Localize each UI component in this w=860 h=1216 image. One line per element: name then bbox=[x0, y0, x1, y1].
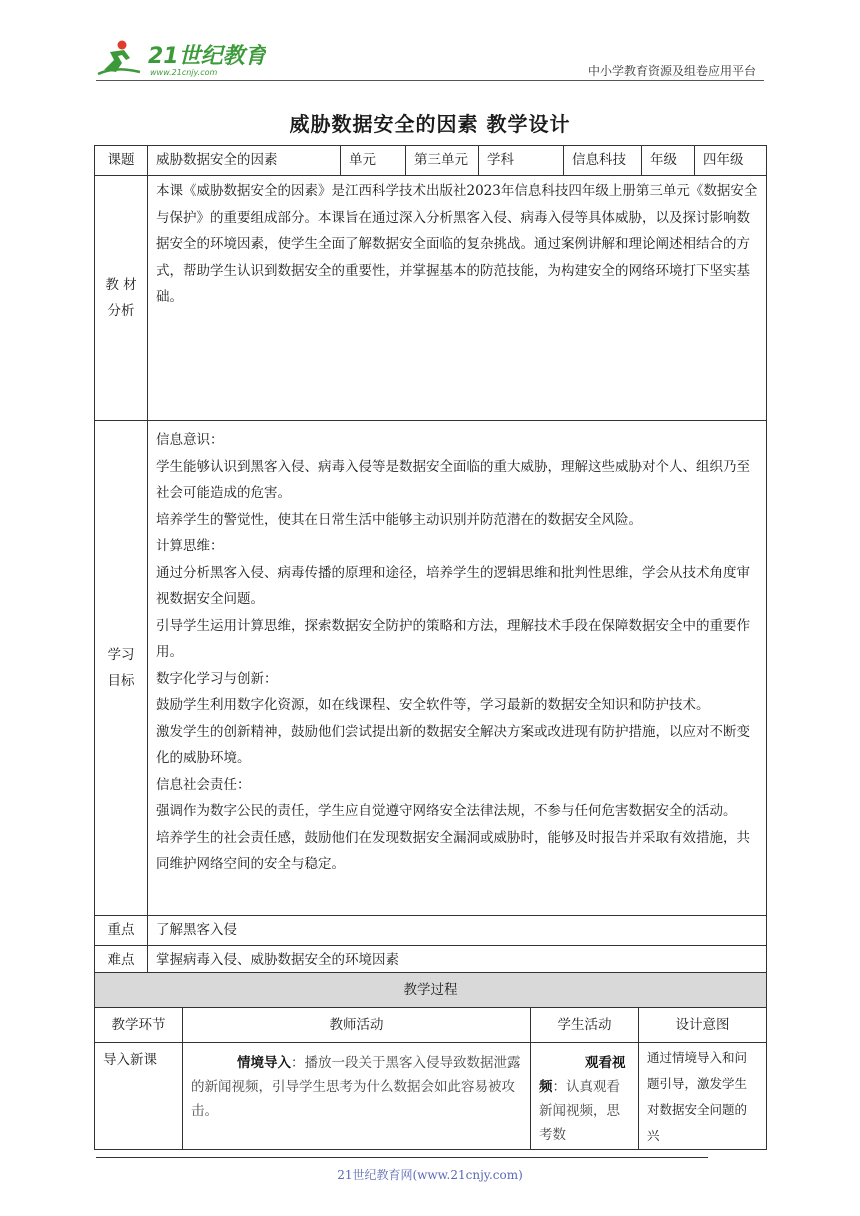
course-row bbox=[95, 146, 767, 176]
table-row bbox=[95, 1043, 767, 1150]
goals-text bbox=[148, 421, 767, 916]
lesson-info-table bbox=[94, 145, 767, 976]
analysis-label: 教 材 分析 bbox=[95, 176, 148, 421]
unit-label: 单元 bbox=[341, 146, 406, 176]
process-header-row bbox=[95, 1008, 767, 1043]
difficulty-row bbox=[95, 946, 767, 976]
goal-heading: 信息社会责任： bbox=[156, 776, 251, 793]
key-point-label: 重点 bbox=[95, 916, 148, 946]
course-label: 课题 bbox=[95, 146, 148, 176]
goal-heading: 数字化学习与创新： bbox=[156, 670, 278, 687]
stage-cell: 导入新课 bbox=[95, 1043, 183, 1150]
goal-paragraph: 通过分析黑客入侵、病毒传播的原理和途径，培养学生的逻辑思维和批判性思维，学会从技术角度审视数据安全问题。 bbox=[156, 564, 750, 607]
teaching-process-table bbox=[94, 972, 767, 1150]
key-point-row bbox=[95, 916, 767, 946]
unit-value: 第三单元 bbox=[406, 146, 479, 176]
course-value: 威胁数据安全的因素 bbox=[148, 146, 341, 176]
goal-heading: 计算思维： bbox=[156, 538, 224, 554]
column-header: 教学环节 bbox=[95, 1008, 183, 1043]
subject-value: 信息科技 bbox=[564, 146, 642, 176]
goal-paragraph: 学生能够认识到黑客入侵、病毒入侵等是数据安全面临的重大威胁，理解这些威胁对个人、组织乃至社会可能造成的危害。 bbox=[156, 458, 750, 501]
teacher-activity-cell: 情境导入：播放一段关于黑客入侵导致数据泄露的新闻视频，引导学生思考为什么数据会如此容易被攻击。 bbox=[183, 1043, 531, 1150]
analysis-row bbox=[95, 176, 767, 421]
goal-paragraph: 激发学生的创新精神，鼓励他们尝试提出新的数据安全解决方案或改进现有防护措施，以应对不断变化的威胁环境。 bbox=[156, 723, 750, 766]
runner-logo-icon bbox=[96, 36, 266, 80]
analysis-text: 本课《威胁数据安全的因素》是江西科学技术出版社2023年信息科技四年级上册第三单元《数据安全与保护》的重要组成部分。本课旨在通过深入分析黑客入侵、病毒入侵等具体威胁，以及探讨影响数据安全的环境因素，使学生全面了解数据安全面临的复杂挑战。通过案例讲解和理论阐述相结合的方式，帮助学生认识到数据安全的重要性，并掌握基本的防范技能，为构建安全的网络环境打下坚实基础。 bbox=[148, 176, 767, 421]
goal-paragraph: 强调作为数字公民的责任，学生应自觉遵守网络安全法律法规，不参与任何危害数据安全的活动。 bbox=[156, 803, 737, 819]
goal-heading: 信息意识： bbox=[156, 432, 224, 448]
grade-value: 四年级 bbox=[695, 146, 767, 176]
goals-label: 学习 目标 bbox=[95, 421, 148, 916]
column-header: 学生活动 bbox=[531, 1008, 639, 1043]
process-title: 教学过程 bbox=[95, 973, 767, 1008]
document-title: 威胁数据安全的因素 教学设计 bbox=[289, 112, 571, 136]
goals-row bbox=[95, 421, 767, 916]
subject-label: 学科 bbox=[479, 146, 564, 176]
column-header: 设计意图 bbox=[639, 1008, 767, 1043]
platform-name: 中小学教育资源及组卷应用平台 bbox=[587, 64, 756, 78]
difficulty-value: 掌握病毒入侵、威胁数据安全的环境因素 bbox=[148, 946, 767, 976]
goal-paragraph: 引导学生运用计算思维，探索数据安全防护的策略和方法，理解技术手段在保障数据安全中的重要作用。 bbox=[156, 617, 750, 660]
key-point-value: 了解黑客入侵 bbox=[148, 916, 767, 946]
design-intent-cell: 通过情境导入和问题引导，激发学生对数据安全问题的兴 bbox=[639, 1043, 767, 1150]
column-header: 教师活动 bbox=[183, 1008, 531, 1043]
student-activity-cell: 观看视频：认真观看新闻视频，思考数 bbox=[531, 1043, 639, 1150]
goal-paragraph: 鼓励学生利用数字化资源，如在线课程、安全软件等，学习最新的数据安全知识和防护技术。 bbox=[156, 697, 710, 713]
goal-paragraph: 培养学生的警觉性，使其在日常生活中能够主动识别并防范潜在的数据安全风险。 bbox=[156, 511, 642, 528]
goal-paragraph: 培养学生的社会责任感，鼓励他们在发现数据安全漏洞或威胁时，能够及时报告并采取有效措施，共同维护网络空间的安全与稳定。 bbox=[156, 829, 750, 872]
site-logo bbox=[96, 36, 266, 80]
footer-divider bbox=[96, 1157, 708, 1158]
footer-text: 21世纪教育网(www.21cnjy.com) bbox=[337, 1168, 523, 1182]
logo-url: www.21cnjy.com bbox=[150, 68, 218, 77]
grade-label: 年级 bbox=[642, 146, 695, 176]
difficulty-label: 难点 bbox=[95, 946, 148, 976]
logo-text: 21世纪教育 bbox=[148, 44, 266, 69]
header-divider bbox=[96, 80, 764, 81]
